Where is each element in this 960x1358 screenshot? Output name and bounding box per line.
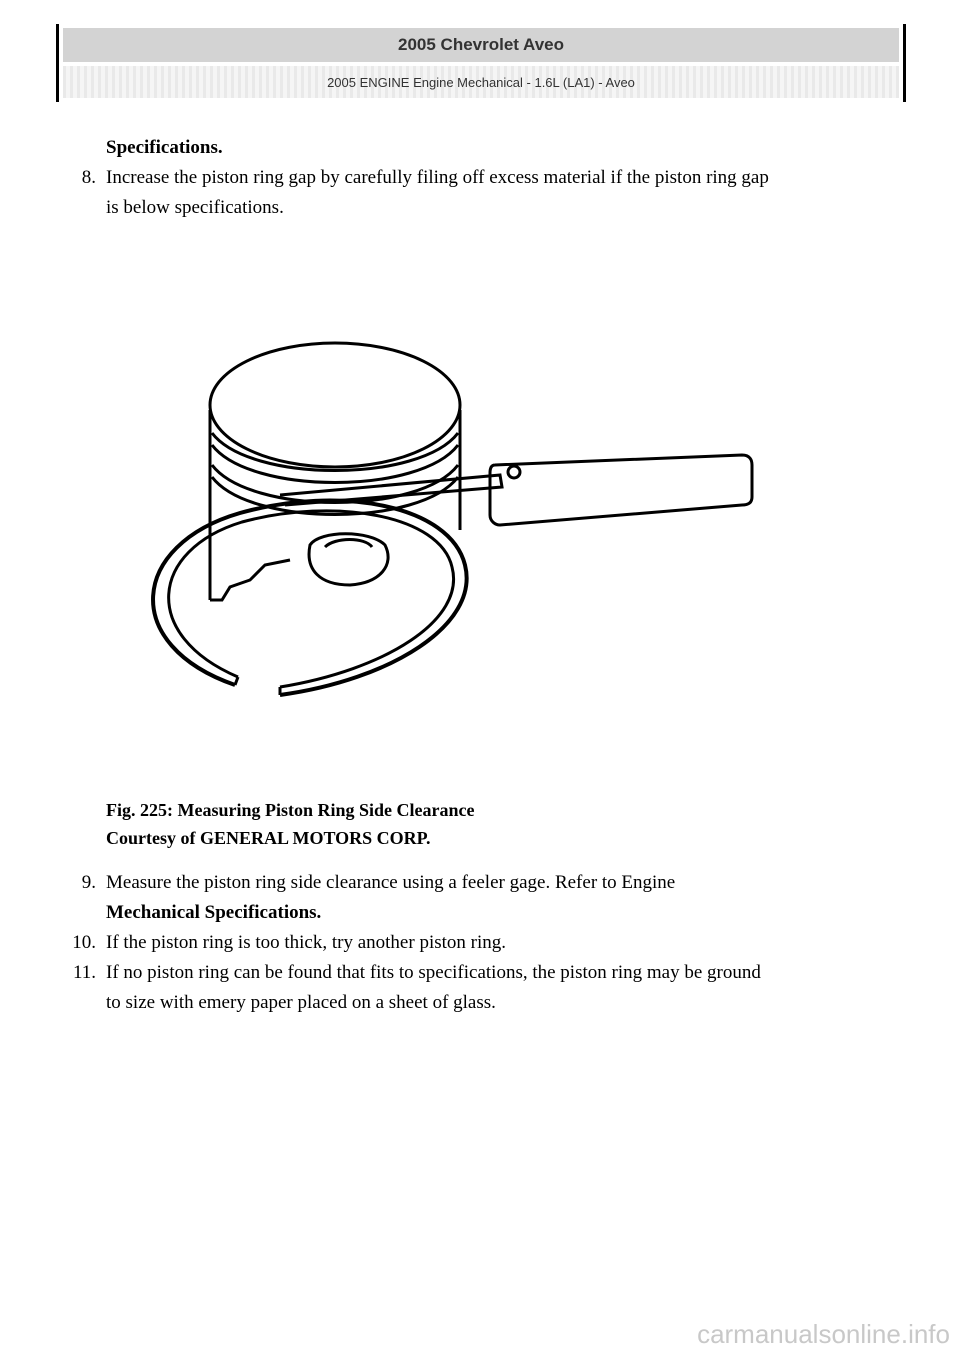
step-number: 9. — [81, 872, 96, 893]
piston-ring-feeler-gage-figure — [130, 315, 770, 725]
header-right-rule — [903, 24, 906, 102]
feeler-gage-rivet — [508, 466, 520, 478]
step-text: Measure the piston ring side clearance using a feeler gage. Refer to Engine — [106, 872, 676, 893]
step-text-cont: is below specifications. — [106, 197, 284, 218]
page-header — [56, 24, 906, 102]
watermark: carmanualsonline.info — [697, 1319, 950, 1349]
step-number: 8. — [81, 167, 96, 188]
continued-text: Specifications. — [106, 137, 223, 158]
step-9 — [0, 868, 960, 928]
figure-caption-block — [106, 796, 474, 852]
figure-caption: Fig. 225: Measuring Piston Ring Side Clearance — [106, 800, 475, 820]
ring-groove-1 — [212, 433, 458, 471]
step-text: If no piston ring can be found that fits to specifications, the piston ring may be ground — [106, 962, 761, 983]
figure-courtesy: Courtesy of GENERAL MOTORS CORP. — [106, 828, 431, 848]
piston-crown — [210, 343, 460, 467]
step-11 — [0, 958, 960, 1018]
step-text-cont: to size with emery paper placed on a sheet of glass. — [106, 992, 496, 1013]
step-text: Increase the piston ring gap by carefully filing off excess material if the piston ring gap — [106, 167, 769, 188]
header-left-rule — [56, 24, 59, 102]
specifications-link-text: Mechanical Specifications. — [106, 902, 322, 923]
step-number: 11. — [72, 962, 96, 983]
feeler-gage-handle — [490, 455, 752, 525]
piston-pin-inner — [325, 540, 372, 548]
step-number: 10. — [72, 932, 96, 953]
piston-ring-gap-left — [235, 677, 238, 685]
step-8 — [0, 163, 960, 223]
piston-skirt — [210, 560, 290, 600]
piston-pin-boss — [309, 534, 388, 585]
step-text: If the piston ring is too thick, try another piston ring. — [106, 932, 507, 953]
header-subtitle: 2005 ENGINE Engine Mechanical - 1.6L (LA1) - Aveo — [63, 66, 899, 98]
step-10 — [0, 928, 960, 958]
header-title: 2005 Chevrolet Aveo — [63, 28, 899, 62]
